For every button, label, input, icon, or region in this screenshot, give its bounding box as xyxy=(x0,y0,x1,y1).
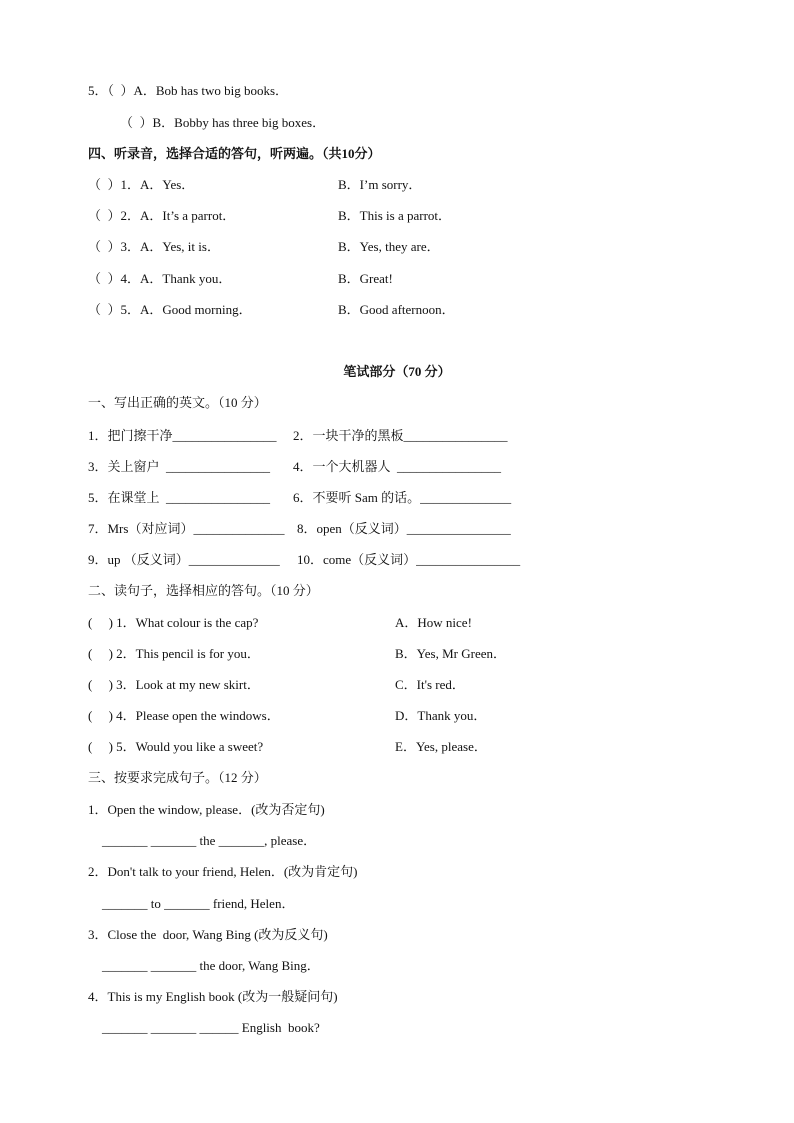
part1-row-1-left: 1．把门擦干净________________ xyxy=(88,428,277,443)
part3-item-2-answer: _______ to _______ friend, Helen． xyxy=(102,896,295,911)
q5-line-b: （ ）B．Bobby has three big boxes． xyxy=(120,115,326,130)
part2-row-5-left: ( ) 5．Would you like a sweet? xyxy=(88,739,264,754)
section4-item-4-right: B．Great! xyxy=(338,271,393,286)
q5-line-a: 5．（ ）A．Bob has two big books． xyxy=(88,83,289,98)
part1-row-4-left: 7．Mrs（对应词）______________ xyxy=(88,521,285,536)
part2-row-1-right: A．How nice! xyxy=(395,615,472,630)
section4-heading: 四、听录音，选择合适的答句，听两遍。（共10分） xyxy=(88,146,381,161)
section4-item-5-right: B．Good afternoon． xyxy=(338,302,455,317)
part2-row-2-right: B．Yes, Mr Green． xyxy=(395,646,506,661)
part2-row-4-right: D．Thank you． xyxy=(395,708,487,723)
part3-item-3-answer: _______ _______ the door, Wang Bing． xyxy=(102,958,320,973)
part3-heading: 三、按要求完成句子。（12 分） xyxy=(88,770,267,785)
section4-item-3-right: B．Yes, they are． xyxy=(338,239,440,254)
part3-item-3-question: 3．Close the door, Wang Bing (改为反义句) xyxy=(88,927,328,942)
part1-row-5-left: 9．up （反义词）______________ xyxy=(88,552,280,567)
part2-row-4-left: ( ) 4．Please open the windows． xyxy=(88,708,280,723)
part2-row-5-right: E．Yes, please． xyxy=(395,739,487,754)
part1-row-1-right: 2．一块干净的黑板________________ xyxy=(293,428,508,443)
section4-item-2-left: （ ）2．A．It’s a parrot． xyxy=(88,208,236,223)
part2-row-3-right: C．It's red． xyxy=(395,677,465,692)
written-title: 笔试部分（70 分） xyxy=(343,364,451,379)
part1-row-2-left: 3．关上窗户 ________________ xyxy=(88,459,271,474)
part2-row-1-left: ( ) 1．What colour is the cap? xyxy=(88,615,259,630)
section4-item-1-right: B．I’m sorry． xyxy=(338,177,422,192)
part2-heading: 二、读句子，选择相应的答句。（10 分） xyxy=(88,583,319,598)
part2-row-3-left: ( ) 3．Look at my new skirt． xyxy=(88,677,260,692)
part1-row-3-right: 6．不要听 Sam 的话。______________ xyxy=(293,490,512,505)
part3-item-2-question: 2．Don't talk to your friend, Helen．(改为肯定句) xyxy=(88,864,358,879)
part1-heading: 一、写出正确的英文。（10 分） xyxy=(88,395,267,410)
part2-row-2-left: ( ) 2．This pencil is for you． xyxy=(88,646,260,661)
section4-item-4-left: （ ）4．A．Thank you． xyxy=(88,271,232,286)
part3-item-1-question: 1．Open the window, please．(改为否定句) xyxy=(88,802,325,817)
section4-item-3-left: （ ）3．A．Yes, it is． xyxy=(88,239,220,254)
section4-item-5-left: （ ）5．A．Good morning． xyxy=(88,302,252,317)
part1-row-3-left: 5．在课堂上 ________________ xyxy=(88,490,271,505)
part3-item-1-answer: _______ _______ the _______, please． xyxy=(102,833,317,848)
part1-row-5-right: 10．come（反义词）________________ xyxy=(297,552,521,567)
part3-item-4-question: 4．This is my English book (改为一般疑问句) xyxy=(88,989,338,1004)
section4-item-2-right: B．This is a parrot． xyxy=(338,208,452,223)
part3-item-4-answer: _______ _______ ______ English book? xyxy=(102,1020,320,1035)
part1-row-2-right: 4．一个大机器人 ________________ xyxy=(293,459,502,474)
part1-row-4-right: 8．open（反义词）________________ xyxy=(297,521,511,536)
section4-item-1-left: （ ）1．A．Yes． xyxy=(88,177,195,192)
